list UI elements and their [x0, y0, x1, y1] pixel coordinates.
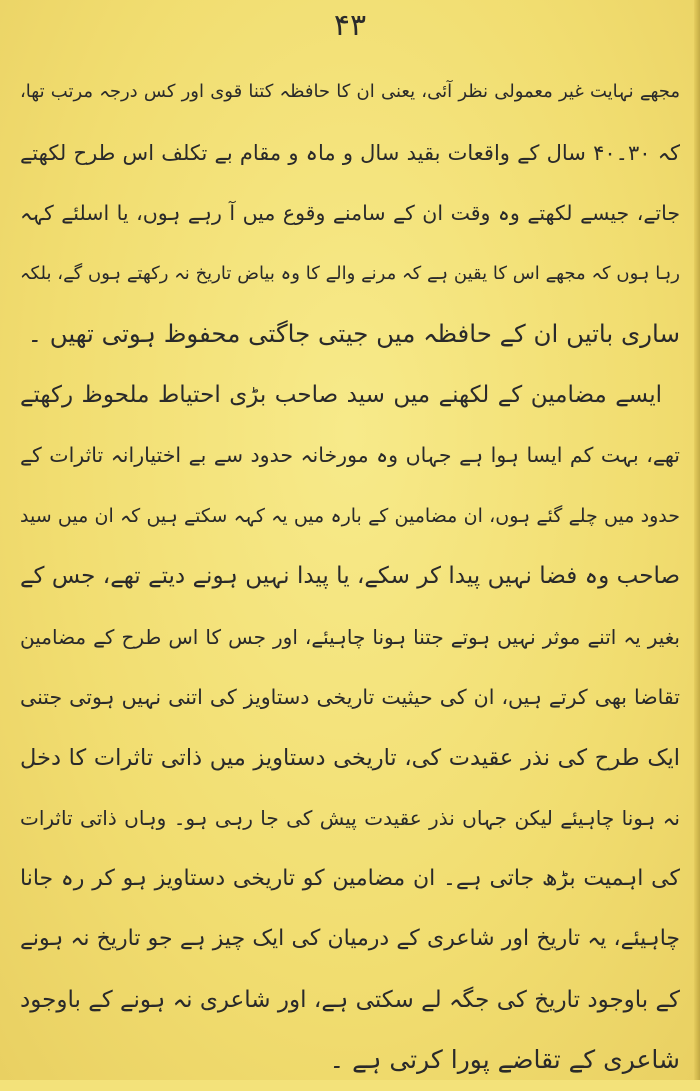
paragraph-2-line-4: صاحب وہ فضا نہیں پیدا کر سکے، یا پیدا نہیں ہونے دیتے تھے، جس کے: [20, 563, 680, 589]
paragraph-1-line-2: کہ ۳۰۔۴۰ سال کے واقعات بقید سال و ماہ و مقام بے تکلف اس طرح لکھتے: [20, 140, 680, 165]
paragraph-2-line-9: کی اہمیت بڑھ جاتی ہے۔ ان مضامین کو تاریخی دستاویز ہو کر رہ جانا: [20, 865, 680, 891]
paragraph-2-line-5: بغیر یہ اتنے موثر نہیں ہوتے جتنا ہونا چاہیئے، اور جس کا اس طرح کے مضامین: [20, 624, 680, 649]
paragraph-1-line-5: ساری باتیں ان کے حافظہ میں جیتی جاگتی محفوظ ہوتی تھیں ۔: [27, 319, 680, 348]
paragraph-2-line-3: حدود میں چلے گئے ہوں، ان مضامین کے بارہ میں یہ کہہ سکتے ہیں کہ ان میں سید: [20, 504, 680, 527]
paragraph-2-line-12: شاعری کے تقاضے پورا کرتی ہے ۔: [329, 1045, 680, 1074]
paragraph-2-line-11: کے باوجود تاریخ کی جگہ لے سکتی ہے، اور شاعری نہ ہونے کے باوجود: [20, 986, 680, 1013]
paragraph-2-line-8: نہ ہونا چاہیئے لیکن جہاں نذر عقیدت پیش کی جا رہی ہو۔ وہاں ذاتی تاثرات: [20, 806, 680, 830]
paragraph-2-line-6: تقاضا بھی کرتے ہیں، ان کی حیثیت تاریخی دستاویز کی اتنی نہیں ہوتی جتنی: [20, 685, 680, 709]
body-text: [20, 62, 680, 1091]
paragraph-1-line-4: رہا ہوں کہ مجھے اس کا یقین ہے کہ مرنے والے کا وہ بیاض تاریخ نہ رکھتے ہوں گے، بلکہ: [20, 262, 680, 284]
paragraph-1-line-1: مجھے نہایت غیر معمولی نظر آئی، یعنی ان کا حافظہ کتنا قوی اور کس درجہ مرتب تھا،: [20, 81, 680, 102]
page-number: ۴۳: [333, 8, 367, 43]
paragraph-2-line-7: ایک طرح کی نذر عقیدت کی، تاریخی دستاویز میں ذاتی تاثرات کا دخل: [20, 744, 680, 771]
page-edge-shadow: [694, 0, 700, 1080]
paragraph-2-line-2: تھے، بہت کم ایسا ہوا ہے جہاں وہ مورخانہ حدود سے بے اختیارانہ تاثرات کے: [20, 443, 680, 467]
paragraph-2-line-10: چاہیئے، یہ تاریخ اور شاعری کے درمیان کی ایک چیز ہے جو تاریخ نہ ہونے: [20, 926, 680, 951]
paragraph-2-line-1: ایسے مضامین کے لکھنے میں سید صاحب بڑی احتیاط ملحوظ رکھتے: [20, 381, 662, 408]
paragraph-1-line-3: جاتے، جیسے لکھتے وہ وقت ان کے سامنے وقوع میں آ رہے ہوں، یا اسلئے کہہ: [20, 201, 680, 225]
